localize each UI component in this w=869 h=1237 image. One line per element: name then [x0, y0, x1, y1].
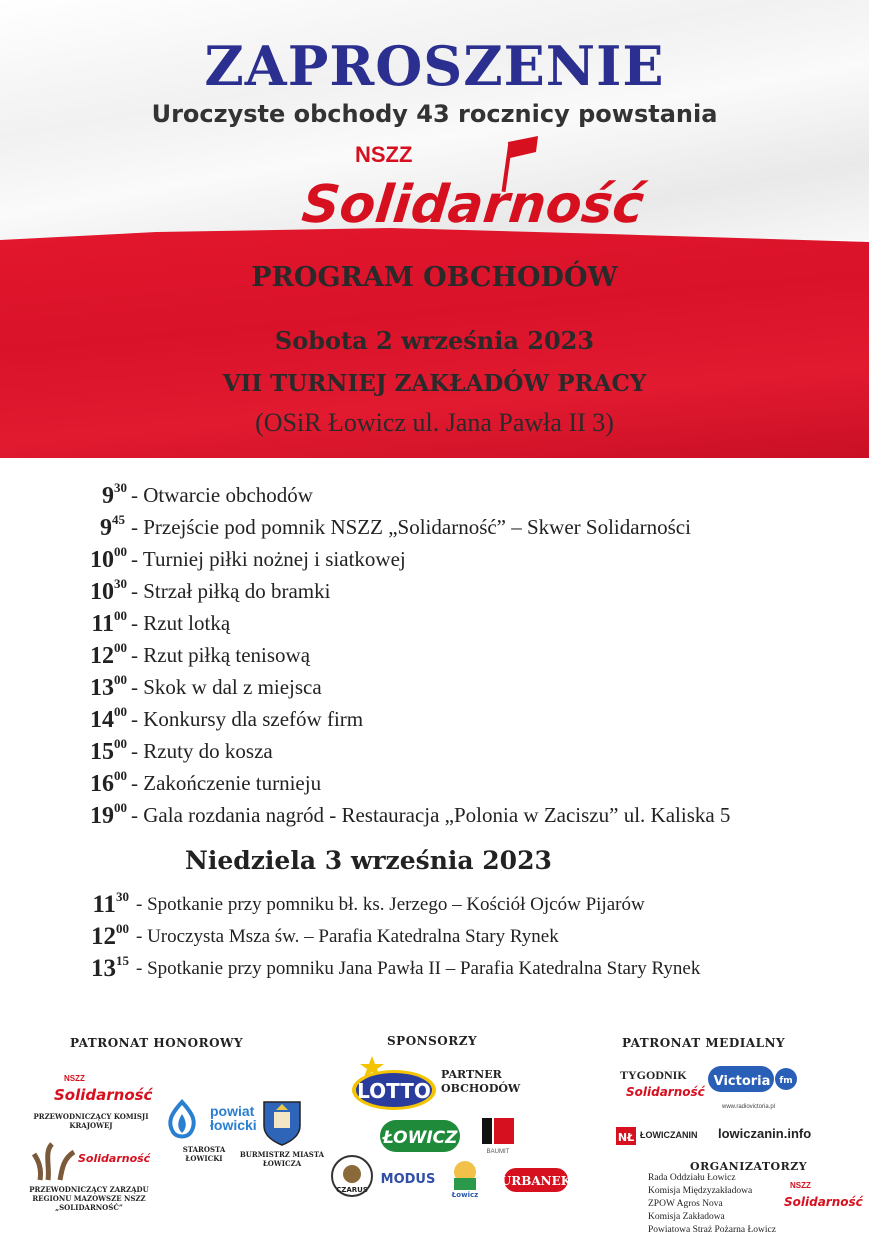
time-label: $19^{00}$ [90, 800, 127, 829]
schedule-row [0, 512, 869, 542]
svg-text:Solidarność: Solidarność [784, 1195, 863, 1209]
tygodnik-solidarnosc-logo [612, 1066, 705, 1102]
schedule-text: - Spotkanie przy pomniku Jana Pawła II – Parafia Katedralna Stary Rynek [136, 958, 701, 979]
organizer-item: Rada Oddziału Łowicz [648, 1173, 736, 1183]
schedule-text: - Otwarcie obchodów [131, 483, 313, 507]
schedule-text: - Spotkanie przy pomniku bł. ks. Jerzego – Kościół Ojców Pijarów [136, 894, 645, 915]
time-label: $9^{30}$ [102, 480, 127, 509]
lowicz-brand-logo [378, 1116, 462, 1156]
schedule-text: - Konkursy dla szefów firm [131, 707, 364, 731]
sponsors-heading: SPONSORZY [387, 1034, 478, 1048]
time-label: $11^{00}$ [91, 608, 127, 637]
nl-lowiczanin-logo [614, 1124, 708, 1148]
time-label: $13^{00}$ [90, 672, 127, 701]
event-venue: (OSiR Łowicz ul. Jana Pawła II 3) [255, 408, 614, 437]
schedule-text: - Przejście pod pomnik NSZZ „Solidarność” – Skwer Solidarności [131, 515, 691, 539]
schedule-row [0, 953, 869, 983]
schedule-row [0, 672, 869, 702]
czarus-logo [330, 1154, 374, 1198]
organizer-item: Powiatowa Straż Pożarna Łowicz [648, 1225, 776, 1235]
flag-cloth-icon [508, 136, 538, 158]
partner-label: PARTNER OBCHODÓW [441, 1068, 521, 1095]
svg-text:Victoria: Victoria [713, 1074, 771, 1089]
mazowsze-tree-logo [30, 1138, 151, 1182]
organizer-item: Komisja Zakładowa [648, 1212, 725, 1222]
organizers-heading: ORGANIZATORZY [690, 1160, 808, 1173]
svg-text:fm: fm [779, 1076, 793, 1086]
schedule-row [0, 480, 869, 510]
schedule-row [0, 576, 869, 606]
schedule-text: - Uroczysta Msza św. – Parafia Katedralna Stary Rynek [136, 926, 559, 947]
time-label: $11^{30}$ [92, 889, 129, 918]
media-heading: PATRONAT MEDIALNY [622, 1036, 786, 1050]
schedule-text: - Turniej piłki nożnej i siatkowej [131, 547, 406, 571]
svg-text:BAUMIT: BAUMIT [486, 1149, 510, 1155]
schedule-row [0, 921, 869, 951]
victoria-url: www.radiovictoria.pl [722, 1104, 776, 1110]
chair-national-label: PRZEWODNICZĄCY KOMISJI KRAJOWEJ [33, 1112, 149, 1130]
baumit-logo [478, 1116, 518, 1156]
lowiczanin-info-logo: lowiczanin.info [718, 1126, 812, 1141]
time-label: $13^{15}$ [91, 953, 129, 982]
svg-text:MODUS: MODUS [380, 1172, 436, 1187]
powiat-logo-text: powiat łowicki [210, 1103, 257, 1133]
svg-text:Solidarność: Solidarność [54, 1086, 153, 1104]
modus-logo [378, 1168, 438, 1190]
honorary-heading: PATRONAT HONOROWY [70, 1036, 244, 1050]
time-label: $10^{30}$ [90, 576, 127, 605]
schedule-row [0, 640, 869, 670]
svg-text:ŁOWICZANIN: ŁOWICZANIN [640, 1130, 698, 1140]
svg-text:CZARUS: CZARUS [336, 1186, 368, 1194]
logo-word-text: Solidarność [299, 175, 647, 235]
schedule-row [0, 800, 869, 830]
svg-text:Łowicz: Łowicz [451, 1191, 479, 1199]
lowicz-cooperative-logo [444, 1156, 486, 1198]
schedule-row [0, 768, 869, 798]
schedule-row [0, 608, 869, 638]
svg-text:LOTTO: LOTTO [357, 1079, 431, 1103]
logo-nszz-text: NSZZ [355, 142, 413, 167]
schedule-row [0, 889, 869, 919]
time-label: $12^{00}$ [91, 921, 129, 950]
event-name: VII TURNIEJ ZAKŁADÓW PRACY [222, 370, 647, 397]
time-label: $15^{00}$ [90, 736, 127, 765]
schedule-row [0, 544, 869, 574]
organizer-item: ZPOW Agros Nova [648, 1199, 723, 1209]
urbanek-logo [502, 1162, 572, 1196]
radio-victoria-logo [706, 1064, 800, 1094]
svg-text:Solidarność: Solidarność [626, 1085, 705, 1099]
invitation-title: ZAPROSZENIE [204, 34, 665, 98]
svg-text:NŁ: NŁ [617, 1131, 635, 1144]
time-label: $10^{00}$ [90, 544, 127, 573]
schedule-text: - Zakończenie turnieju [131, 771, 322, 795]
schedule-text: - Rzuty do kosza [131, 739, 273, 763]
day1-label: Sobota 2 września 2023 [274, 326, 595, 355]
invitation-subtitle: Uroczyste obchody 43 rocznicy powstania [151, 100, 718, 128]
chair-region-label: PRZEWODNICZĄCY ZARZĄDU REGIONU MAZOWSZE NSZZ „SOLIDARNOŚĆ” [29, 1185, 149, 1212]
time-label: $9^{45}$ [100, 512, 125, 541]
svg-text:URBANEK: URBANEK [500, 1174, 572, 1188]
solidarnosc-logo [299, 132, 647, 235]
time-label: $14^{00}$ [90, 704, 127, 733]
day2-label: Niedziela 3 września 2023 [185, 846, 552, 875]
burmistrz-label: BURMISTRZ MIASTA ŁOWICZA [239, 1150, 325, 1168]
schedule-row [0, 736, 869, 766]
schedule-text: - Strzał piłką do bramki [131, 579, 331, 603]
time-label: $16^{00}$ [90, 768, 127, 797]
schedule-text: - Rzut piłką tenisową [131, 643, 311, 667]
schedule-text: - Skok w dal z miejsca [131, 675, 322, 699]
schedule-text: - Gala rozdania nagród - Restauracja „Polonia w Zaciszu” ul. Kaliska 5 [131, 803, 731, 827]
svg-text:NSZZ: NSZZ [790, 1181, 811, 1190]
program-title: PROGRAM OBCHODÓW [251, 262, 618, 293]
lotto-logo [350, 1054, 438, 1114]
svg-text:NSZZ: NSZZ [64, 1074, 85, 1083]
lowicz-coat-of-arms-icon [262, 1100, 302, 1146]
powiat-flame-icon [163, 1100, 201, 1142]
solidarnosc-organizer-logo [782, 1178, 863, 1212]
organizer-item: Komisja Międzyzakładowa [648, 1186, 753, 1196]
schedule-row [0, 704, 869, 734]
svg-text:Solidarność: Solidarność [78, 1152, 151, 1165]
schedule-text: - Rzut lotką [131, 611, 231, 635]
solidarnosc-small-logo [52, 1070, 153, 1106]
time-label: $12^{00}$ [90, 640, 127, 669]
svg-text:TYGODNIK: TYGODNIK [620, 1068, 687, 1082]
svg-text:ŁOWICZ: ŁOWICZ [382, 1128, 458, 1148]
starosta-label: STAROSTA ŁOWICKI [182, 1145, 226, 1163]
